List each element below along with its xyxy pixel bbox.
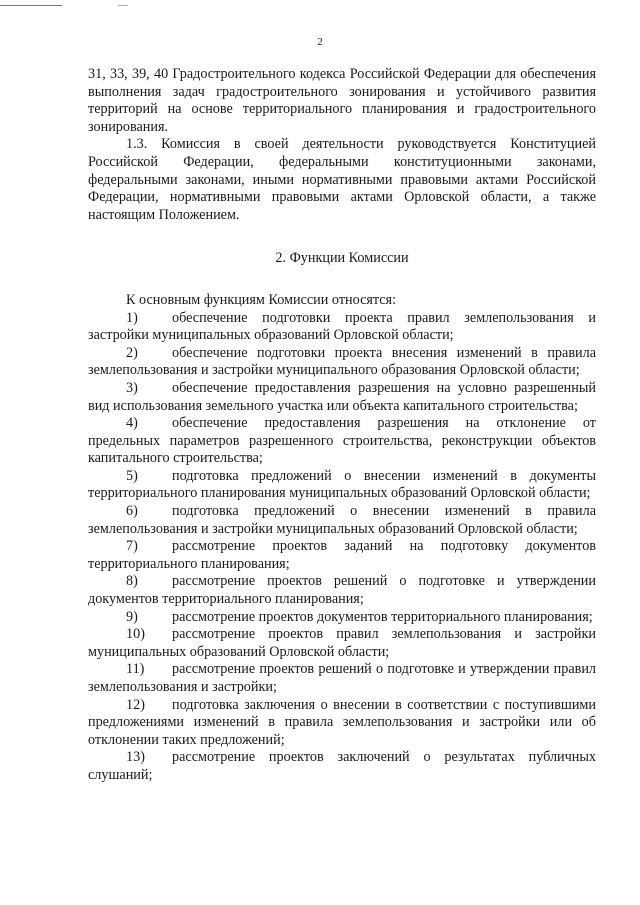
- function-item-number: 4): [126, 415, 138, 432]
- function-item-text: рассмотрение проектов заданий на подготовку документов территориального планирования;: [88, 538, 596, 572]
- function-item: [88, 310, 596, 345]
- function-item-number: 13): [126, 749, 145, 766]
- paragraph-1-3: 1.3. Комиссия в своей деятельности руководствуется Конституцией Российской Федерации, федеральными конституционными законами, федеральными законами, иными нормативными правовыми актами Российской Федерации, нормативными правовыми актами Орловской области, а также настоящим Положением.: [88, 136, 596, 223]
- function-item-text: рассмотрение проектов решений о подготовке и утверждении документов территориального планирования;: [88, 573, 596, 608]
- function-item-number: 7): [126, 538, 138, 555]
- function-item: [88, 661, 596, 696]
- function-item-text: обеспечение предоставления разрешения на отклонение от предельных параметров разрешенного строительства, реконструкции объектов капитального строительства;: [88, 415, 596, 467]
- function-item: [88, 697, 596, 750]
- section-heading: 2. Функции Комиссии: [275, 250, 409, 267]
- function-item-text: подготовка заключения о внесении в соответствии с поступившими предложениями изменений в правила землепользования и застройки или об отклонении таких предложений;: [88, 696, 596, 748]
- function-item-text: обеспечение предоставления разрешения на условно разрешенный вид использования земельного участка или объекта капитального строительства;: [88, 379, 596, 414]
- functions-list: [88, 310, 596, 785]
- function-item: [88, 415, 596, 468]
- scan-edge-mark: [0, 5, 62, 6]
- function-item-text: рассмотрение проектов заключений о результатах публичных слушаний;: [88, 749, 596, 783]
- function-item-number: 6): [126, 503, 138, 520]
- function-item-number: 9): [126, 608, 138, 625]
- function-item: [88, 380, 596, 415]
- function-item: [88, 345, 596, 380]
- function-item-number: 12): [126, 696, 145, 713]
- function-item-text: подготовка предложений о внесении изменений в правила землепользования и застройки муниципальных образований Орловской области;: [88, 503, 596, 537]
- function-item-number: 10): [126, 626, 145, 643]
- function-item: [88, 538, 596, 573]
- functions-intro: К основным функциям Комиссии относятся:: [126, 291, 397, 308]
- function-item: [88, 573, 596, 608]
- function-item-number: 1): [126, 309, 138, 326]
- function-item: [88, 503, 596, 538]
- function-item-text: подготовка предложений о внесении изменений в документы территориального планирования муниципальных образований Орловской области;: [88, 467, 596, 502]
- function-item-text: рассмотрение проектов документов территориального планирования;: [172, 608, 593, 625]
- function-item: [88, 468, 596, 503]
- function-item-number: 11): [126, 661, 145, 678]
- function-item-text: обеспечение подготовки проекта внесения изменений в правила землепользования и застройки муниципального образования Орловской области;: [88, 344, 596, 379]
- function-item-text: рассмотрение проектов правил землепользования и застройки муниципальных образований Орловской области;: [88, 626, 596, 660]
- function-item: [88, 609, 596, 627]
- function-item-text: обеспечение подготовки проекта правил землепользования и застройки муниципальных образований Орловской области;: [88, 309, 596, 344]
- scan-edge-mark-small: [118, 5, 128, 6]
- function-item: [88, 626, 596, 661]
- intro-paragraph: 31, 33, 39, 40 Градостроительного кодекса Российской Федерации для обеспечения выполнения задач градостроительного зонирования и устойчивого развития территорий на основе территориального планирования и градостроительного зонирования.: [88, 66, 596, 135]
- page-number: 2: [317, 36, 323, 48]
- function-item-number: 5): [126, 467, 138, 484]
- function-item-number: 8): [126, 573, 138, 590]
- function-item: [88, 749, 596, 784]
- function-item-number: 2): [126, 344, 138, 361]
- document-body: [88, 66, 596, 785]
- function-item-text: рассмотрение проектов решений о подготовке и утверждении правил землепользования и застройки;: [88, 661, 596, 695]
- function-item-number: 3): [126, 379, 138, 396]
